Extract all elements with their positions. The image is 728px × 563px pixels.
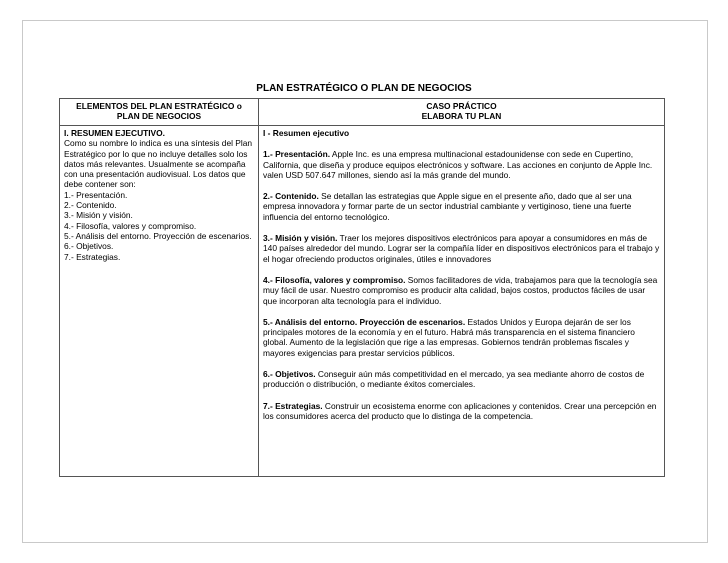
- header-left-line1: ELEMENTOS DEL PLAN ESTRATÉGICO o: [76, 101, 242, 111]
- table-header-row: [60, 99, 665, 126]
- section-text: Se detallan las estrategias que Apple sigue en el presente año, dado que al ser una empresa innovadora y formar parte de un sector industrial cambiante y vertiginoso, tiene una fuerte influencia del entorno tecnológico.: [263, 191, 632, 222]
- header-right-line2: ELABORA TU PLAN: [421, 111, 502, 122]
- right-heading: I - Resumen ejecutivo: [263, 128, 350, 138]
- section-text: Traer los mejores dispositivos electrónicos para apoyar a consumidores en más de 140 países alrededor del mundo. Lograr ser la compañía líder en dispositivos electrónicos para el trabajo y el hogar ofreciendo productos originales, útiles e innovadores: [263, 233, 660, 264]
- section-text: Construir un ecosistema enorme con aplicaciones y contenidos. Crear una percepción en los consumidores acerca del producto que lo distinga de la competencia.: [263, 400, 657, 421]
- section-text: Conseguir aún más competitividad en el mercado, ya sea mediante ahorro de costos de producción o distribución, o mediante éxitos comerciales.: [263, 369, 645, 390]
- left-item: 1.- Presentación.: [64, 189, 128, 200]
- section-contenido: [263, 191, 660, 222]
- section-objetivos: [263, 369, 660, 390]
- header-right-line1: CASO PRÁCTICO: [426, 101, 497, 111]
- section-mision-vision: [263, 233, 660, 264]
- left-item: 7.- Estrategias.: [64, 251, 121, 262]
- header-left-line2: PLAN DE NEGOCIOS: [116, 111, 202, 122]
- right-column-cell: [259, 126, 665, 477]
- section-text: Estados Unidos y Europa dejarán de ser los principales motores de la economía y en el futuro. Habrá más transparencia en el sistema financiero global. Aumento de la legislación que rige a las empresas. Gobiernos tendrán problemas fiscales y mayores exigencias para prestar servicios públicos.: [263, 316, 635, 358]
- left-item: 3.- Misión y visión.: [64, 210, 133, 221]
- section-label: 7.- Estrategias.: [263, 400, 323, 411]
- plan-table: [59, 98, 665, 477]
- left-item: 5.- Análisis del entorno. Proyección de escenarios.: [64, 230, 252, 241]
- section-estrategias: [263, 401, 660, 422]
- header-right: [259, 99, 665, 126]
- document-title: PLAN ESTRATÉGICO O PLAN DE NEGOCIOS: [256, 83, 472, 94]
- header-left: [60, 99, 259, 126]
- left-heading: I. RESUMEN EJECUTIVO.: [64, 128, 165, 138]
- section-label: 3.- Misión y visión.: [263, 233, 338, 244]
- left-item: 2.- Contenido.: [64, 200, 117, 211]
- section-label: 1.- Presentación.: [263, 149, 331, 160]
- left-item: 6.- Objetivos.: [64, 241, 114, 252]
- section-label: 2.- Contenido.: [263, 191, 319, 202]
- left-item: 4.- Filosofía, valores y compromiso.: [64, 220, 197, 231]
- section-label: 5.- Análisis del entorno. Proyección de escenarios.: [263, 316, 466, 327]
- section-text: Apple Inc. es una empresa multinacional estadounidense con sede en Cupertino, California, que diseña y produce equipos electrónicos y software. Las acciones en conjunto de Apple Inc. valen USD 507.647 millones, siendo así la más grande del mundo.: [263, 149, 653, 180]
- left-column-cell: [60, 126, 259, 477]
- section-presentacion: [263, 149, 660, 180]
- section-text: Somos facilitadores de vida, trabajamos para que la tecnología sea muy fácil de usar. Nuestro compromiso es producir alta calidad, bajos costos, productos fáciles de usar que incorporan alta tecnología para el individuo.: [263, 274, 658, 306]
- section-analisis-entorno: [263, 317, 660, 358]
- section-label: 6.- Objetivos.: [263, 369, 316, 380]
- section-filosofia: [263, 275, 660, 306]
- section-label: 4.- Filosofía, valores y compromiso.: [263, 274, 406, 285]
- left-intro: Como su nombre lo indica es una síntesis del Plan Estratégico por lo que no incluye detalles solo los datos más relevantes. Usualmente se acompaña con una presentación audiovisual. Los datos que debe contener son:: [64, 138, 253, 190]
- table-body-row: [60, 126, 665, 477]
